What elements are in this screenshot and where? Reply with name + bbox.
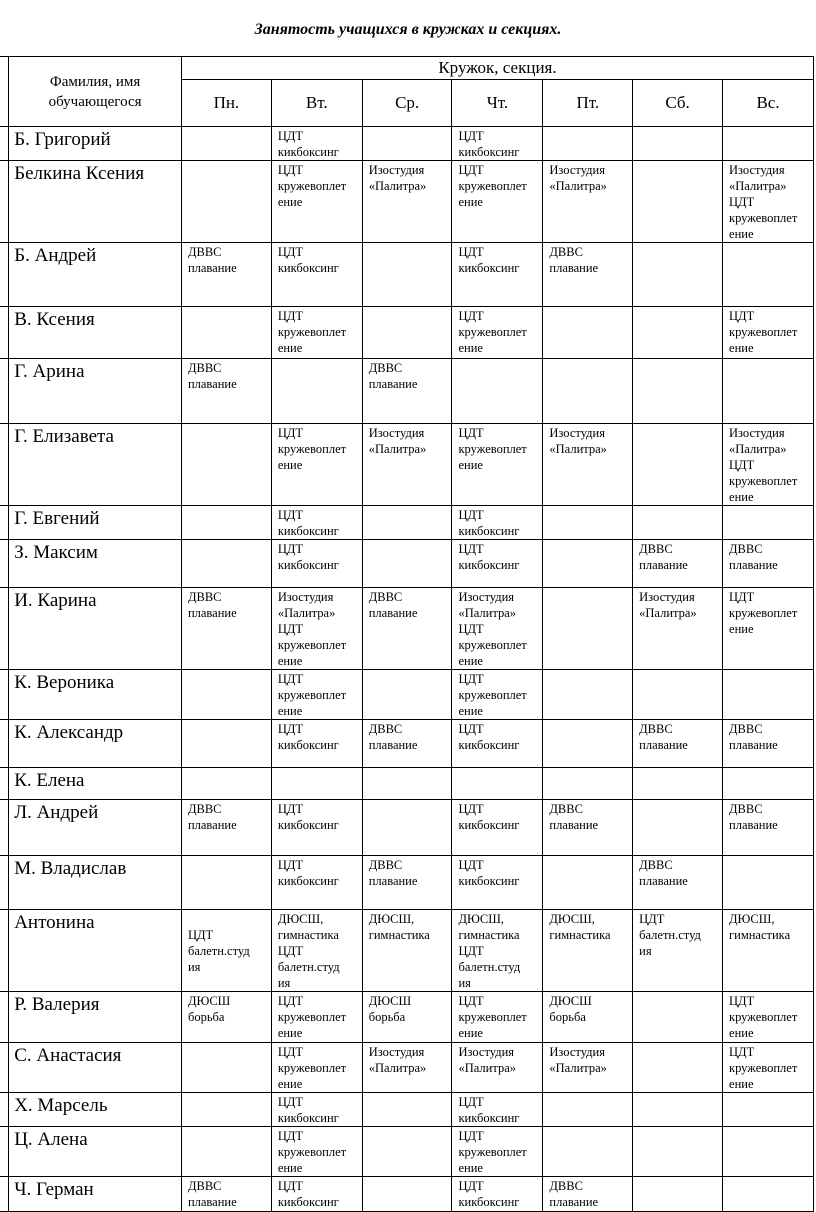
table-row bbox=[0, 424, 814, 506]
table-row bbox=[0, 910, 814, 992]
day-header-wed: Ср. bbox=[362, 80, 452, 127]
table-body bbox=[0, 127, 814, 1212]
activity-cell: ЦДТ кикбоксинг bbox=[271, 540, 362, 588]
activity-cell: ДВВС плавание bbox=[362, 720, 452, 768]
activity-cell bbox=[723, 127, 814, 161]
student-name: Ц. Алена bbox=[9, 1127, 182, 1177]
student-name: С. Анастасия bbox=[9, 1043, 182, 1093]
table-row bbox=[0, 1043, 814, 1093]
table-row bbox=[0, 127, 814, 161]
activity-cell: Изостудия «Палитра» bbox=[543, 161, 633, 243]
activity-cell bbox=[181, 127, 271, 161]
activity-cell bbox=[633, 243, 723, 307]
activity-cell: ЦДТ кикбоксинг bbox=[452, 1093, 543, 1127]
row-marker-cell bbox=[0, 1177, 9, 1212]
activity-cell: ЦДТ кикбоксинг bbox=[452, 800, 543, 856]
document-title: Занятость учащихся в кружках и секциях. bbox=[254, 21, 562, 38]
student-name: М. Владислав bbox=[9, 856, 182, 910]
activity-cell bbox=[362, 127, 452, 161]
activity-cell bbox=[181, 856, 271, 910]
activity-cell bbox=[633, 1177, 723, 1212]
activity-cell bbox=[723, 1127, 814, 1177]
activity-cell: ДЮСШ, гимнастика ЦДТ балетн.студ ия bbox=[271, 910, 362, 992]
activity-cell: Изостудия «Палитра» bbox=[633, 588, 723, 670]
row-marker-cell bbox=[0, 424, 9, 506]
activity-cell bbox=[543, 588, 633, 670]
activity-cell bbox=[723, 670, 814, 720]
activity-cell bbox=[181, 768, 271, 800]
activity-cell: ЦДТ кружевоплет ение bbox=[723, 992, 814, 1043]
activity-cell: ЦДТ кружевоплет ение bbox=[452, 992, 543, 1043]
student-name: К. Вероника bbox=[9, 670, 182, 720]
activity-cell: Изостудия «Палитра» bbox=[362, 424, 452, 506]
activity-cell bbox=[452, 359, 543, 424]
table-row bbox=[0, 506, 814, 540]
activity-cell: Изостудия «Палитра» ЦДТ кружевоплет ение bbox=[723, 424, 814, 506]
activity-cell bbox=[362, 506, 452, 540]
activity-cell: ДВВС плавание bbox=[181, 243, 271, 307]
activity-cell: ДВВС плавание bbox=[543, 243, 633, 307]
activity-cell bbox=[181, 1093, 271, 1127]
activity-cell bbox=[543, 127, 633, 161]
activity-cell: Изостудия «Палитра» ЦДТ кружевоплет ение bbox=[271, 588, 362, 670]
activity-cell: ЦДТ кикбоксинг bbox=[271, 506, 362, 540]
activity-cell bbox=[723, 856, 814, 910]
day-header-mon: Пн. bbox=[181, 80, 271, 127]
activity-cell bbox=[723, 1177, 814, 1212]
day-header-tue: Вт. bbox=[271, 80, 362, 127]
activity-cell bbox=[543, 720, 633, 768]
activity-cell: ЦДТ кикбоксинг bbox=[452, 856, 543, 910]
activity-cell bbox=[543, 540, 633, 588]
student-name: Б. Григорий bbox=[9, 127, 182, 161]
activity-cell: ЦДТ кружевоплет ение bbox=[452, 424, 543, 506]
activity-cell: ДВВС плавание bbox=[181, 359, 271, 424]
activity-cell: ДЮСШ, гимнастика bbox=[543, 910, 633, 992]
row-marker-cell bbox=[0, 768, 9, 800]
activity-cell bbox=[543, 307, 633, 359]
activity-cell: ДВВС плавание bbox=[181, 800, 271, 856]
activity-cell bbox=[633, 307, 723, 359]
activity-cell: ДВВС плавание bbox=[723, 800, 814, 856]
activity-cell bbox=[633, 1127, 723, 1177]
activity-cell: ЦДТ кружевоплет ение bbox=[271, 161, 362, 243]
table-row bbox=[0, 768, 814, 800]
row-marker-cell bbox=[0, 161, 9, 243]
activity-cell bbox=[723, 768, 814, 800]
activity-cell bbox=[362, 307, 452, 359]
activity-cell: ДВВС плавание bbox=[633, 720, 723, 768]
activity-cell bbox=[181, 540, 271, 588]
day-header-thu: Чт. bbox=[452, 80, 543, 127]
activity-cell bbox=[543, 856, 633, 910]
activity-cell bbox=[633, 1093, 723, 1127]
day-header-sun: Вс. bbox=[723, 80, 814, 127]
student-name: Р. Валерия bbox=[9, 992, 182, 1043]
activity-cell bbox=[181, 424, 271, 506]
table-row bbox=[0, 588, 814, 670]
activity-cell bbox=[181, 506, 271, 540]
activity-cell: ЦДТ кикбоксинг bbox=[452, 720, 543, 768]
activity-cell: ЦДТ кружевоплет ение bbox=[452, 161, 543, 243]
activity-cell: ДВВС плавание bbox=[362, 359, 452, 424]
student-name: Х. Марсель bbox=[9, 1093, 182, 1127]
row-marker-cell bbox=[0, 506, 9, 540]
table-row bbox=[0, 1127, 814, 1177]
activity-cell bbox=[633, 992, 723, 1043]
activity-cell bbox=[723, 506, 814, 540]
activity-cell bbox=[362, 243, 452, 307]
activity-cell bbox=[362, 800, 452, 856]
activity-cell: ДВВС плавание bbox=[543, 800, 633, 856]
activity-cell: ДВВС плавание bbox=[633, 540, 723, 588]
row-marker-header bbox=[0, 57, 9, 127]
activity-cell: ДВВС плавание bbox=[181, 588, 271, 670]
activity-cell: ЦДТ кикбоксинг bbox=[452, 506, 543, 540]
table-row bbox=[0, 992, 814, 1043]
student-name: Г. Евгений bbox=[9, 506, 182, 540]
activity-cell: Изостудия «Палитра» bbox=[543, 1043, 633, 1093]
activity-cell: ЦДТ кикбоксинг bbox=[271, 1177, 362, 1212]
activity-cell: ЦДТ кикбоксинг bbox=[452, 1177, 543, 1212]
activity-cell: ЦДТ кружевоплет ение bbox=[452, 307, 543, 359]
day-header-fri: Пт. bbox=[543, 80, 633, 127]
group-header: Кружок, секция. bbox=[181, 57, 813, 80]
table-row bbox=[0, 670, 814, 720]
schedule-table bbox=[0, 56, 814, 1212]
activity-cell: ЦДТ кикбоксинг bbox=[271, 127, 362, 161]
day-header-sat: Сб. bbox=[633, 80, 723, 127]
activity-cell: ЦДТ кружевоплет ение bbox=[271, 1043, 362, 1093]
activity-cell: ЦДТ кикбоксинг bbox=[271, 800, 362, 856]
activity-cell bbox=[543, 359, 633, 424]
table-row bbox=[0, 359, 814, 424]
activity-cell: ЦДТ кружевоплет ение bbox=[723, 1043, 814, 1093]
activity-cell bbox=[633, 127, 723, 161]
row-marker-cell bbox=[0, 800, 9, 856]
row-marker-cell bbox=[0, 1093, 9, 1127]
row-marker-cell bbox=[0, 1127, 9, 1177]
name-column-header: Фамилия, имя обучающегося bbox=[9, 57, 182, 127]
table-row bbox=[0, 800, 814, 856]
row-marker-cell bbox=[0, 127, 9, 161]
activity-cell: ДЮСШ борьба bbox=[543, 992, 633, 1043]
activity-cell bbox=[271, 768, 362, 800]
activity-cell: ДВВС плавание bbox=[362, 588, 452, 670]
activity-cell: ДЮСШ, гимнастика ЦДТ балетн.студ ия bbox=[452, 910, 543, 992]
activity-cell bbox=[362, 1093, 452, 1127]
activity-cell: ДЮСШ, гимнастика bbox=[723, 910, 814, 992]
activity-cell bbox=[543, 1127, 633, 1177]
student-name: К. Александр bbox=[9, 720, 182, 768]
row-marker-cell bbox=[0, 359, 9, 424]
student-name: К. Елена bbox=[9, 768, 182, 800]
activity-cell bbox=[543, 1093, 633, 1127]
activity-cell: ЦДТ кружевоплет ение bbox=[271, 307, 362, 359]
activity-cell bbox=[723, 1093, 814, 1127]
activity-cell bbox=[181, 1043, 271, 1093]
activity-cell bbox=[633, 161, 723, 243]
activity-cell bbox=[362, 1127, 452, 1177]
row-marker-cell bbox=[0, 992, 9, 1043]
activity-cell bbox=[633, 1043, 723, 1093]
activity-cell bbox=[362, 540, 452, 588]
activity-cell: ДЮСШ борьба bbox=[181, 992, 271, 1043]
activity-cell: Изостудия «Палитра» bbox=[362, 161, 452, 243]
row-marker-cell bbox=[0, 910, 9, 992]
table-row bbox=[0, 161, 814, 243]
activity-cell: ЦДТ кикбоксинг bbox=[452, 243, 543, 307]
activity-cell: ЦДТ кружевоплет ение bbox=[271, 670, 362, 720]
activity-cell bbox=[271, 359, 362, 424]
activity-cell: ДЮСШ борьба bbox=[362, 992, 452, 1043]
activity-cell: ЦДТ кружевоплет ение bbox=[723, 307, 814, 359]
activity-cell: Изостудия «Палитра» bbox=[452, 1043, 543, 1093]
activity-cell: ДВВС плавание bbox=[543, 1177, 633, 1212]
table-row bbox=[0, 540, 814, 588]
activity-cell: ДВВС плавание bbox=[723, 720, 814, 768]
activity-cell: ЦДТ кикбоксинг bbox=[452, 540, 543, 588]
activity-cell: ЦДТ кружевоплет ение bbox=[271, 424, 362, 506]
activity-cell bbox=[362, 1177, 452, 1212]
student-name: И. Карина bbox=[9, 588, 182, 670]
table-row bbox=[0, 856, 814, 910]
activity-cell: ЦДТ кружевоплет ение bbox=[452, 670, 543, 720]
student-name: З. Максим bbox=[9, 540, 182, 588]
activity-cell bbox=[723, 359, 814, 424]
activity-cell: ЦДТ балетн.студ ия bbox=[181, 910, 271, 992]
activity-cell: Изостудия «Палитра» bbox=[362, 1043, 452, 1093]
table-row bbox=[0, 1177, 814, 1212]
activity-cell: ДВВС плавание bbox=[633, 856, 723, 910]
activity-cell bbox=[723, 243, 814, 307]
table-row bbox=[0, 1093, 814, 1127]
row-marker-cell bbox=[0, 243, 9, 307]
student-name: В. Ксения bbox=[9, 307, 182, 359]
row-marker-cell bbox=[0, 856, 9, 910]
row-marker-cell bbox=[0, 720, 9, 768]
student-name: Г. Елизавета bbox=[9, 424, 182, 506]
activity-cell: ЦДТ кикбоксинг bbox=[452, 127, 543, 161]
activity-cell bbox=[633, 424, 723, 506]
student-name: Л. Андрей bbox=[9, 800, 182, 856]
activity-cell: ЦДТ кикбоксинг bbox=[271, 856, 362, 910]
activity-cell bbox=[543, 506, 633, 540]
student-name: Г. Арина bbox=[9, 359, 182, 424]
row-marker-cell bbox=[0, 307, 9, 359]
student-name: Б. Андрей bbox=[9, 243, 182, 307]
activity-cell bbox=[181, 1127, 271, 1177]
student-name: Антонина bbox=[9, 910, 182, 992]
activity-cell: Изостудия «Палитра» ЦДТ кружевоплет ение bbox=[723, 161, 814, 243]
activity-cell bbox=[633, 359, 723, 424]
table-row bbox=[0, 243, 814, 307]
activity-cell bbox=[181, 307, 271, 359]
activity-cell bbox=[362, 670, 452, 720]
activity-cell: ЦДТ кружевоплет ение bbox=[271, 992, 362, 1043]
row-marker-cell bbox=[0, 588, 9, 670]
activity-cell bbox=[181, 670, 271, 720]
activity-cell: ЦДТ кикбоксинг bbox=[271, 243, 362, 307]
activity-cell bbox=[633, 800, 723, 856]
activity-cell: ЦДТ кикбоксинг bbox=[271, 1093, 362, 1127]
student-name: Белкина Ксения bbox=[9, 161, 182, 243]
activity-cell bbox=[362, 768, 452, 800]
table-row bbox=[0, 720, 814, 768]
activity-cell: Изостудия «Палитра» bbox=[543, 424, 633, 506]
activity-cell: ЦДТ кружевоплет ение bbox=[723, 588, 814, 670]
row-marker-cell bbox=[0, 540, 9, 588]
activity-cell bbox=[633, 768, 723, 800]
student-name: Ч. Герман bbox=[9, 1177, 182, 1212]
activity-cell: ЦДТ кикбоксинг bbox=[271, 720, 362, 768]
activity-cell bbox=[452, 768, 543, 800]
activity-cell: ДВВС плавание bbox=[362, 856, 452, 910]
activity-cell: ЦДТ кружевоплет ение bbox=[271, 1127, 362, 1177]
row-marker-cell bbox=[0, 1043, 9, 1093]
activity-cell bbox=[543, 670, 633, 720]
activity-cell: ДЮСШ, гимнастика bbox=[362, 910, 452, 992]
row-marker-cell bbox=[0, 670, 9, 720]
activity-cell: Изостудия «Палитра» ЦДТ кружевоплет ение bbox=[452, 588, 543, 670]
activity-cell: ЦДТ кружевоплет ение bbox=[452, 1127, 543, 1177]
activity-cell bbox=[181, 161, 271, 243]
activity-cell: ЦДТ балетн.студ ия bbox=[633, 910, 723, 992]
activity-cell: ДВВС плавание bbox=[723, 540, 814, 588]
activity-cell bbox=[633, 506, 723, 540]
activity-cell: ДВВС плавание bbox=[181, 1177, 271, 1212]
activity-cell bbox=[633, 670, 723, 720]
table-row bbox=[0, 307, 814, 359]
activity-cell bbox=[543, 768, 633, 800]
activity-cell bbox=[181, 720, 271, 768]
